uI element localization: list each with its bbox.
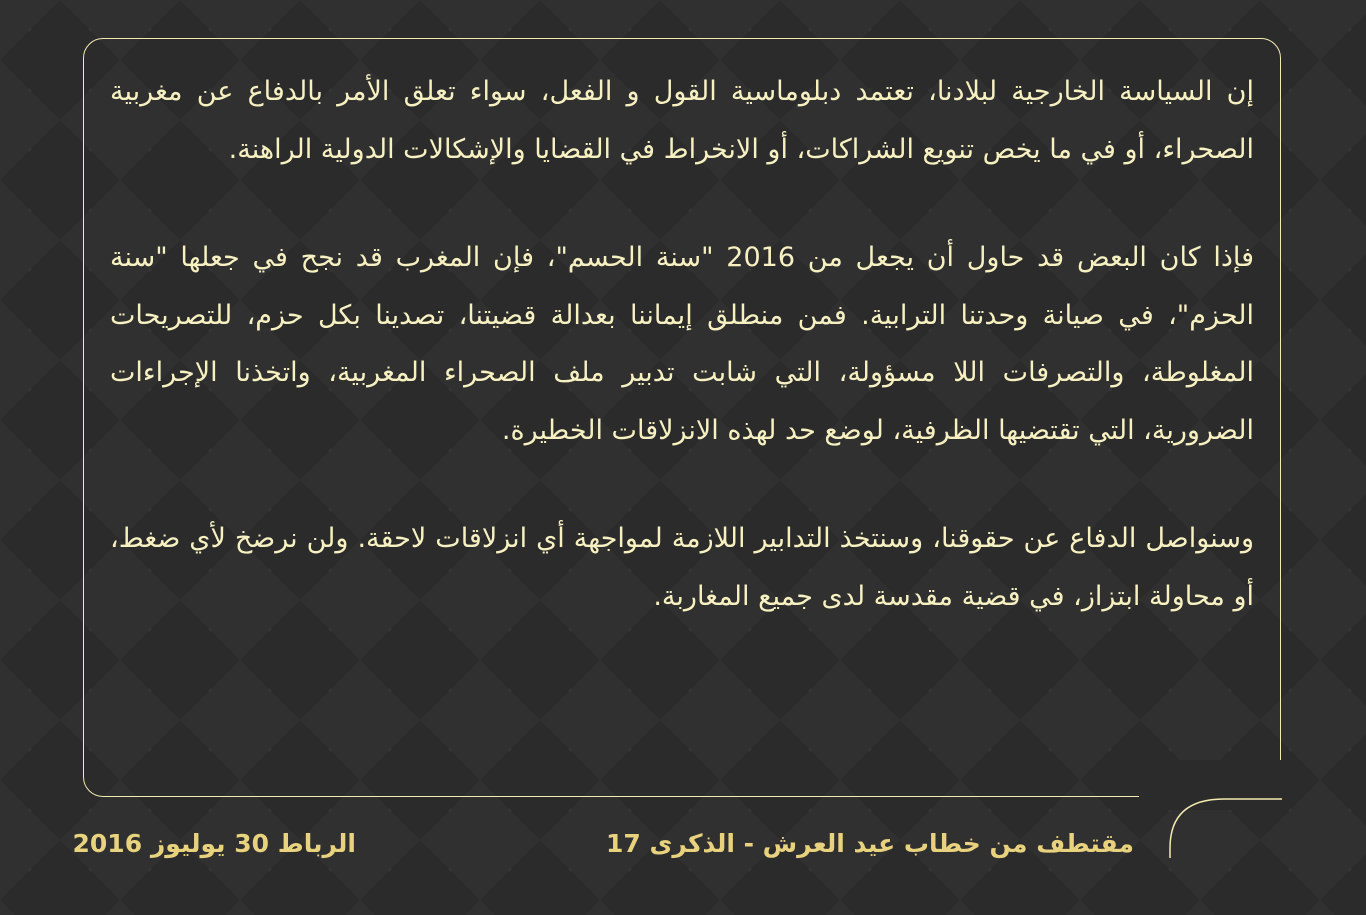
quote-card xyxy=(83,38,1281,797)
corner-curl-decoration xyxy=(1168,798,1298,862)
quote-paragraph-2: فإذا كان البعض قد حاول أن يجعل من 2016 "سنة الحسم"، فإن المغرب قد نجح في جعلها "سنة الحزم"، في صيانة وحدتنا الترابية. فمن منطلق إيماننا بعدالة قضيتنا، تصدينا بكل حزم، للتصريحات المغلوطة، والتصرفات اللا مسؤولة، التي شابت تدبير ملف الصحراء المغربية، واتخذنا الإجراءات الضرورية، التي تقتضيها الظرفية، لوضع حد لهذه الانزلاقات الخطيرة. xyxy=(110,242,1255,446)
place-date-caption: الرباط 30 يوليوز 2016 xyxy=(72,829,356,858)
quote-paragraph-3: وسنواصل الدفاع عن حقوقنا، وسنتخذ التدابير اللازمة لمواجهة أي انزلاقات لاحقة. ولن نرضخ لأي ضغط، أو محاولة ابتزاز، في قضية مقدسة لدى جميع المغاربة. xyxy=(110,523,1254,612)
speech-source-caption: مقتطف من خطاب عيد العرش - الذكرى 17 xyxy=(606,829,1134,858)
quote-paragraph-1: إن السياسة الخارجية لبلادنا، تعتمد دبلوماسية القول و الفعل، سواء تعلق الأمر بالدفاع عن مغربية الصحراء، أو في ما يخص تنويع الشراكات، أو الانخراط في القضايا والإشكالات الدولية الراهنة. xyxy=(110,76,1254,165)
